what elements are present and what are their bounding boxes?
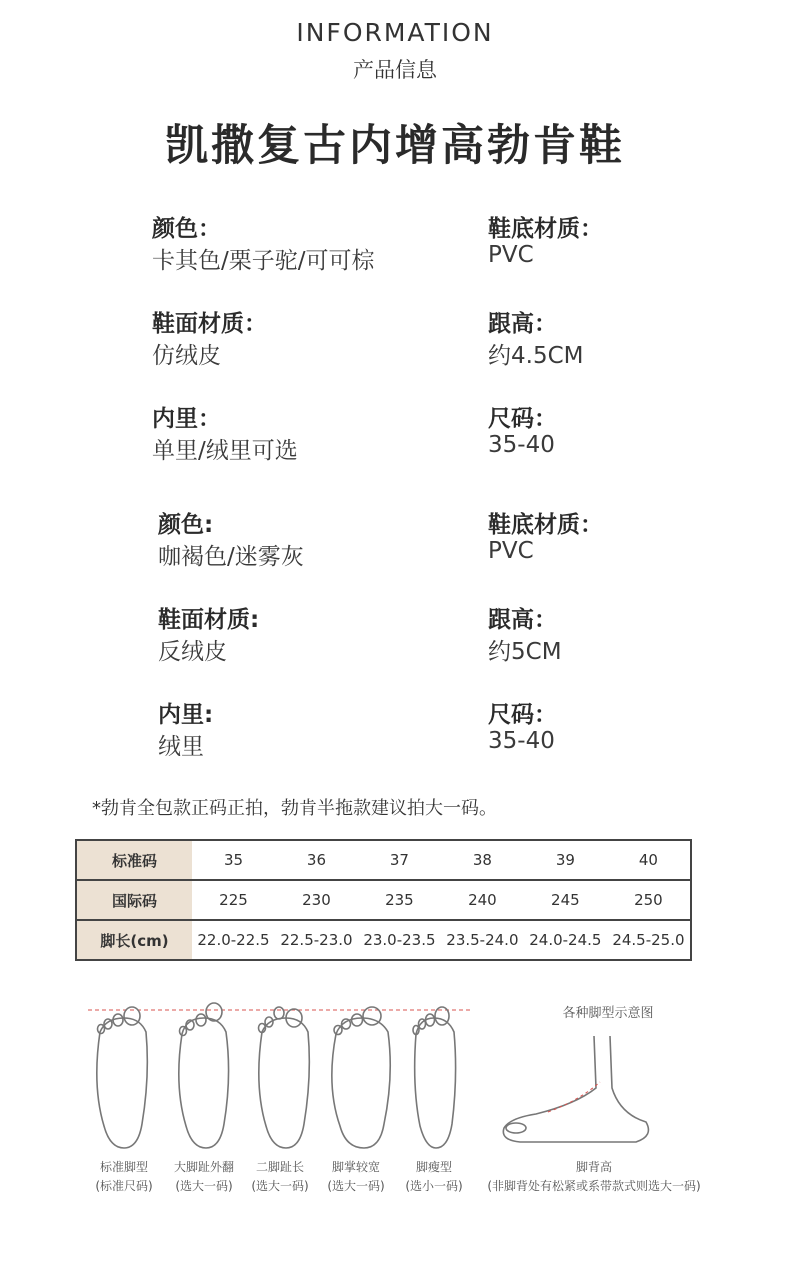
spec-value: 反绒皮 [158,639,227,665]
foot-type-name: 大脚趾外翻 [173,1160,234,1174]
foot-type-advice: (选小一码) [405,1179,463,1193]
foot-type-name: 脚背高 [575,1160,612,1174]
table-cell: 23.5-24.0 [446,931,519,949]
table-cell: 38 [441,840,524,880]
spec-label: 鞋底材质： [488,216,603,242]
table-cell: 24.5-25.0 [612,931,685,949]
foot-type-name: 脚瘦型 [415,1160,452,1174]
table-cell: 22.5-23.0 [280,931,353,949]
table-cell: 36 [275,840,358,880]
table-row [76,880,691,920]
spec-label: 鞋底材质： [488,512,603,538]
table-cell: 225 [192,880,275,920]
table-cell: 240 [441,880,524,920]
spec-label: 颜色： [152,216,221,242]
table-row [76,840,691,880]
spec-value: 约5CM [488,639,562,665]
spec-value: 约4.5CM [488,343,584,369]
foot-type-advice: (选大一码) [175,1179,233,1193]
section-heading-en: INFORMATION [296,18,494,47]
table-cell: 37 [358,840,441,880]
table-cell: 39 [524,840,607,880]
spec-value: 卡其色/栗子驼/可可棕 [152,248,375,274]
row-header: 标准码 [76,840,192,880]
foot-type-name: 脚掌较宽 [331,1160,380,1174]
spec-value: PVC [488,538,534,564]
section-heading-cn: 产品信息 [353,58,437,82]
table-cell: 40 [607,840,691,880]
foot-types-title: 各种脚型示意图 [562,1006,654,1021]
spec-label: 跟高： [488,607,557,633]
table-cell: 24.0-24.5 [529,931,602,949]
spec-label: 内里： [152,406,221,432]
spec-label: 跟高： [488,311,557,337]
spec-label: 鞋面材质: [158,607,260,633]
table-cell: 35 [192,840,275,880]
table-row [76,920,691,960]
table-cell: 245 [524,880,607,920]
spec-value: 35-40 [488,432,555,458]
size-note: *勃肯全包款正码正拍，勃肯半拖款建议拍大一码。 [92,798,497,819]
foot-type-advice: (非脚背处有松紧或系带款式则选大一码) [487,1179,701,1193]
table-cell: 250 [607,880,691,920]
row-header: 国际码 [76,880,192,920]
spec-label: 内里: [158,702,214,728]
spec-value: 35-40 [488,728,555,754]
table-cell: 23.0-23.5 [363,931,436,949]
table-cell: 235 [358,880,441,920]
foot-type-name: 二脚趾长 [255,1160,304,1174]
spec-label: 尺码： [488,406,557,432]
spec-value: 绒里 [158,734,204,760]
size-table [75,839,692,961]
spec-value: 仿绒皮 [152,343,221,369]
spec-label: 尺码： [488,702,557,728]
row-header: 脚长(cm) [76,920,192,960]
spec-value: PVC [488,242,534,268]
spec-label: 颜色: [158,512,214,538]
table-cell: 230 [275,880,358,920]
spec-value: 单里/绒里可选 [152,438,298,464]
spec-value: 咖褐色/迷雾灰 [158,544,304,570]
table-cell: 22.0-22.5 [197,931,270,949]
foot-type-advice: (标准尺码) [95,1179,153,1193]
foot-type-advice: (选大一码) [251,1179,309,1193]
foot-type-advice: (选大一码) [327,1179,385,1193]
foot-type-name: 标准脚型 [99,1160,148,1174]
product-title: 凯撒复古内增高勃肯鞋 [165,121,625,171]
spec-label: 鞋面材质： [152,311,267,337]
